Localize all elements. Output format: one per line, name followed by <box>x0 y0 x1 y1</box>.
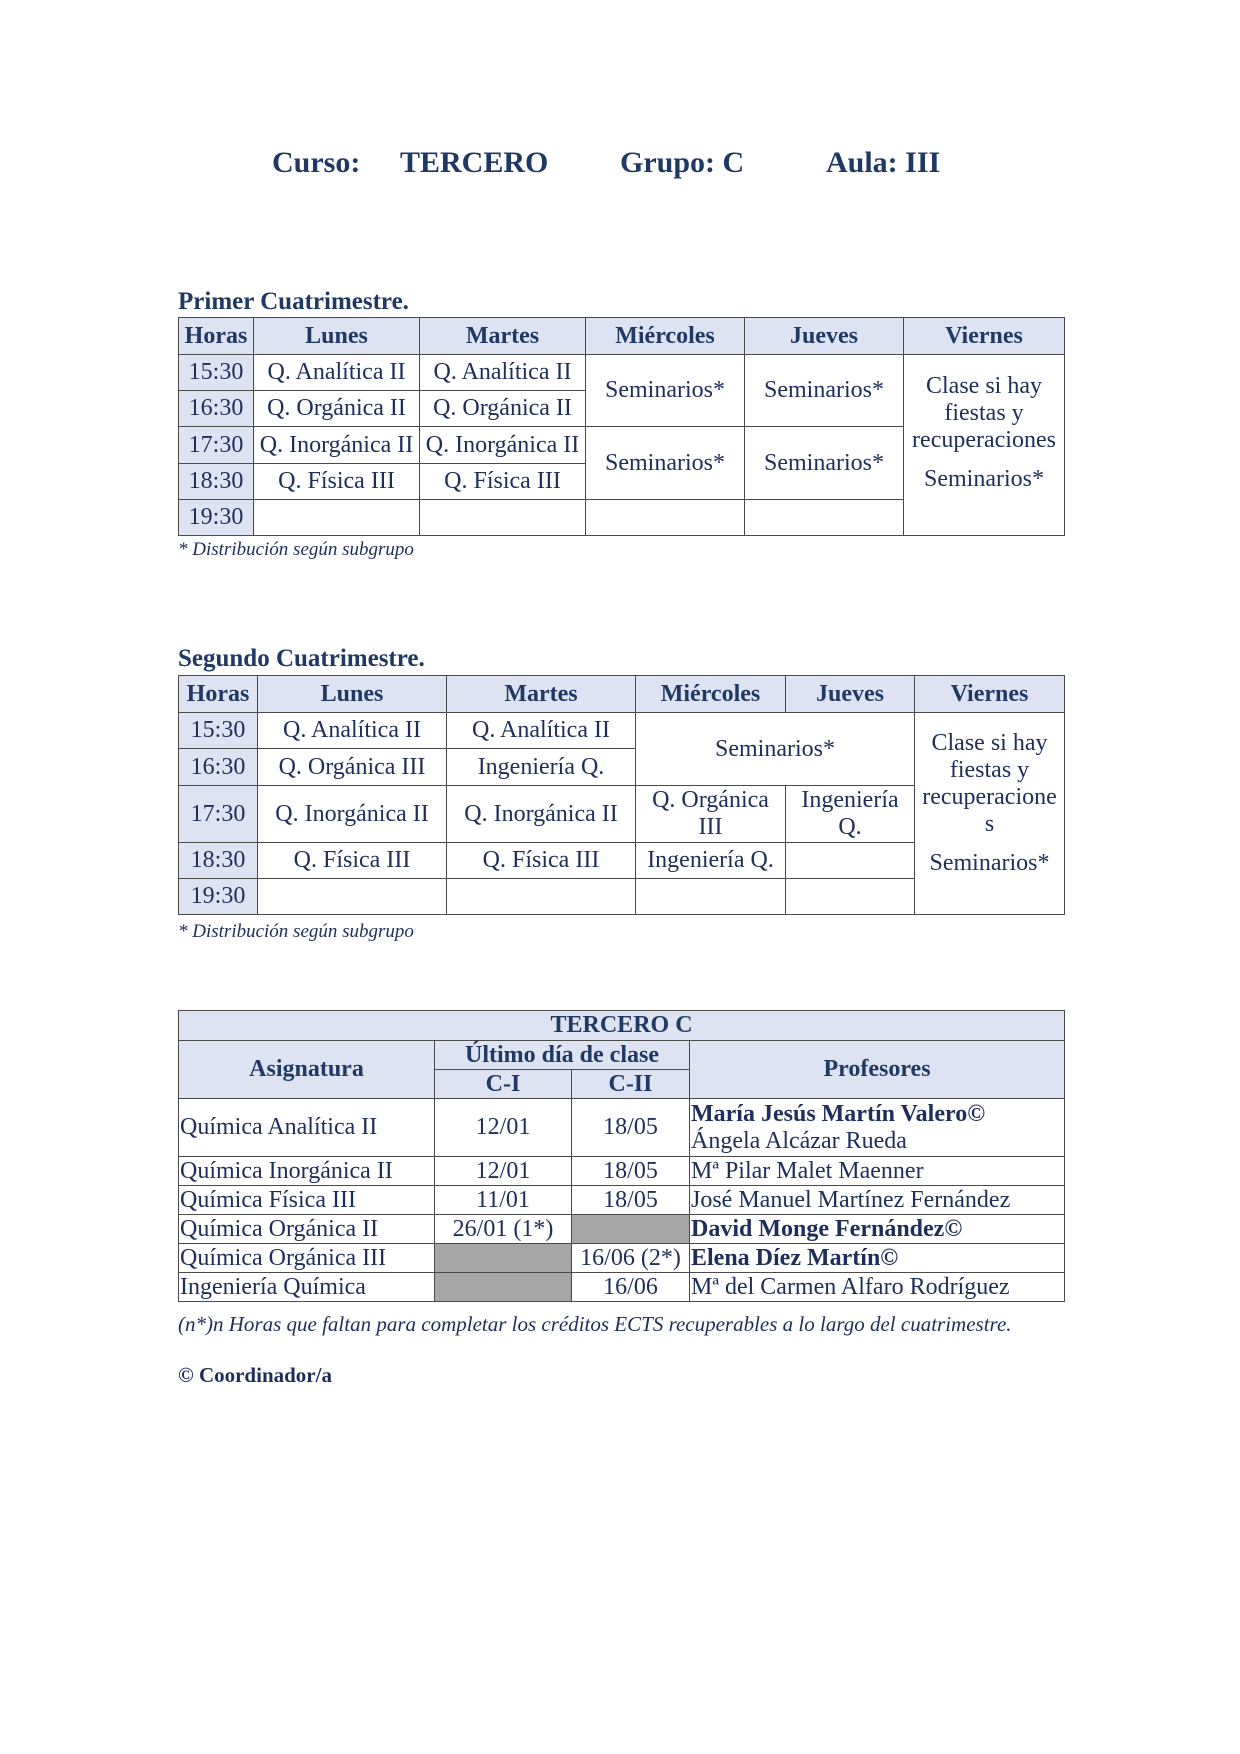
segundo-schedule-table <box>178 675 1065 915</box>
empty-cell <box>258 879 447 915</box>
asignatura-cell: Química Orgánica III <box>179 1244 435 1273</box>
ci-cell: 12/01 <box>435 1157 572 1186</box>
hour-cell: 18:30 <box>179 843 258 879</box>
empty-cell <box>786 879 915 915</box>
header-miercoles: Miércoles <box>586 318 745 355</box>
lunes-cell: Q. Física III <box>258 843 447 879</box>
mie-jue-seminarios: Seminarios* <box>636 713 915 786</box>
coordinator-note: © Coordinador/a <box>178 1363 332 1387</box>
martes-cell: Q. Inorgánica II <box>447 786 636 843</box>
curso-label: Curso: <box>272 146 361 179</box>
miercoles-cell: Seminarios* <box>586 355 745 427</box>
empty-cell <box>636 879 786 915</box>
ci-cell-empty <box>435 1273 572 1302</box>
ci-cell-empty <box>435 1244 572 1273</box>
header-jueves: Jueves <box>786 676 915 713</box>
primer-schedule-table <box>178 317 1065 536</box>
table-row <box>179 1186 1065 1215</box>
asignatura-cell: Química Física III <box>179 1186 435 1215</box>
cell-line: III <box>698 814 723 840</box>
hour-cell: 19:30 <box>179 879 258 915</box>
aula-label: Aula: III <box>826 146 941 179</box>
viernes-line: recuperacione <box>922 784 1057 810</box>
miercoles-cell: Ingeniería Q. <box>636 843 786 879</box>
jueves-cell <box>786 786 915 843</box>
viernes-line: Clase si hay <box>926 373 1042 399</box>
jueves-cell: Seminarios* <box>745 427 904 500</box>
header-lunes: Lunes <box>254 318 420 355</box>
lunes-cell: Q. Física III <box>254 464 420 500</box>
empty-cell <box>254 500 420 536</box>
lunes-cell: Q. Orgánica II <box>254 391 420 427</box>
cii-cell-empty <box>572 1215 690 1244</box>
curso-value: TERCERO <box>400 146 549 179</box>
header-martes: Martes <box>420 318 586 355</box>
viernes-line: recuperaciones <box>912 427 1056 453</box>
course-header <box>0 146 1240 186</box>
professor-name: Mª Pilar Malet Maenner <box>690 1157 1065 1186</box>
header-horas: Horas <box>179 318 254 355</box>
header-lunes: Lunes <box>258 676 447 713</box>
asignatura-cell: Química Analítica II <box>179 1099 435 1157</box>
hour-cell: 17:30 <box>179 786 258 843</box>
professor-name: José Manuel Martínez Fernández <box>690 1186 1065 1215</box>
viernes-seminarios: Seminarios* <box>929 850 1050 876</box>
hour-cell: 19:30 <box>179 500 254 536</box>
viernes-seminarios: Seminarios* <box>924 466 1044 492</box>
empty-cell <box>745 500 904 536</box>
segundo-title: Segundo Cuatrimestre. <box>178 645 425 672</box>
viernes-line: fiestas y <box>944 400 1024 426</box>
segundo-note: * Distribución según subgrupo <box>178 921 414 942</box>
cell-line: Q. Orgánica <box>652 787 769 813</box>
primer-note: * Distribución según subgrupo <box>178 539 414 560</box>
cell-line: Q. <box>838 814 862 840</box>
primer-title: Primer Cuatrimestre. <box>178 288 409 315</box>
table-row <box>179 1215 1065 1244</box>
martes-cell: Q. Orgánica II <box>420 391 586 427</box>
header-cii: C-II <box>572 1070 690 1099</box>
viernes-line: fiestas y <box>949 757 1030 783</box>
ci-cell: 26/01 (1*) <box>435 1215 572 1244</box>
profesores-cell <box>690 1099 1065 1157</box>
coordinator-name: David Monge Fernández© <box>690 1215 1065 1244</box>
ci-cell: 12/01 <box>435 1099 572 1157</box>
cii-cell: 16/06 (2*) <box>572 1244 690 1273</box>
table-row <box>179 1099 1065 1157</box>
header-asignatura: Asignatura <box>179 1041 435 1099</box>
cii-cell: 18/05 <box>572 1186 690 1215</box>
empty-cell <box>786 843 915 879</box>
grupo-label: Grupo: C <box>620 146 745 179</box>
viernes-cell <box>915 713 1065 915</box>
header-viernes: Viernes <box>904 318 1065 355</box>
ects-footnote: (n*)n Horas que faltan para completar los créditos ECTS recuperables a lo largo del cuatrimestre. <box>178 1312 1012 1336</box>
viernes-cell <box>904 355 1065 536</box>
lunes-cell: Q. Orgánica III <box>258 749 447 786</box>
hour-cell: 16:30 <box>179 391 254 427</box>
summary-table <box>178 1010 1065 1302</box>
hour-cell: 17:30 <box>179 427 254 464</box>
empty-cell <box>420 500 586 536</box>
hour-cell: 15:30 <box>179 713 258 749</box>
martes-cell: Q. Física III <box>420 464 586 500</box>
header-jueves: Jueves <box>745 318 904 355</box>
ci-cell: 11/01 <box>435 1186 572 1215</box>
table-row <box>179 1244 1065 1273</box>
martes-cell: Q. Inorgánica II <box>420 427 586 464</box>
header-miercoles: Miércoles <box>636 676 786 713</box>
header-horas: Horas <box>179 676 258 713</box>
viernes-line: Clase si hay <box>931 730 1048 756</box>
lunes-cell: Q. Analítica II <box>254 355 420 391</box>
martes-cell: Q. Analítica II <box>420 355 586 391</box>
martes-cell: Ingeniería Q. <box>447 749 636 786</box>
cii-cell: 16/06 <box>572 1273 690 1302</box>
header-ci: C-I <box>435 1070 572 1099</box>
jueves-cell: Seminarios* <box>745 355 904 427</box>
professor-name: Ángela Alcázar Rueda <box>691 1127 907 1154</box>
empty-cell <box>586 500 745 536</box>
summary-title: TERCERO C <box>179 1011 1065 1041</box>
cii-cell: 18/05 <box>572 1157 690 1186</box>
header-ultimo-dia: Último día de clase <box>435 1041 690 1070</box>
lunes-cell: Q. Analítica II <box>258 713 447 749</box>
asignatura-cell: Química Inorgánica II <box>179 1157 435 1186</box>
lunes-cell: Q. Inorgánica II <box>254 427 420 464</box>
cii-cell: 18/05 <box>572 1099 690 1157</box>
martes-cell: Q. Física III <box>447 843 636 879</box>
lunes-cell: Q. Inorgánica II <box>258 786 447 843</box>
hour-cell: 18:30 <box>179 464 254 500</box>
header-martes: Martes <box>447 676 636 713</box>
coordinator-name: Elena Díez Martín© <box>690 1244 1065 1273</box>
cell-line: Ingeniería <box>801 787 899 813</box>
coordinator-name: María Jesús Martín Valero© <box>691 1100 986 1127</box>
empty-cell <box>447 879 636 915</box>
header-viernes: Viernes <box>915 676 1065 713</box>
miercoles-cell: Seminarios* <box>586 427 745 500</box>
asignatura-cell: Ingeniería Química <box>179 1273 435 1302</box>
professor-name: Mª del Carmen Alfaro Rodríguez <box>690 1273 1065 1302</box>
martes-cell: Q. Analítica II <box>447 713 636 749</box>
miercoles-cell <box>636 786 786 843</box>
header-profesores: Profesores <box>690 1041 1065 1099</box>
viernes-line: s <box>984 811 995 837</box>
asignatura-cell: Química Orgánica II <box>179 1215 435 1244</box>
hour-cell: 16:30 <box>179 749 258 786</box>
hour-cell: 15:30 <box>179 355 254 391</box>
table-row <box>179 1273 1065 1302</box>
table-row <box>179 1157 1065 1186</box>
